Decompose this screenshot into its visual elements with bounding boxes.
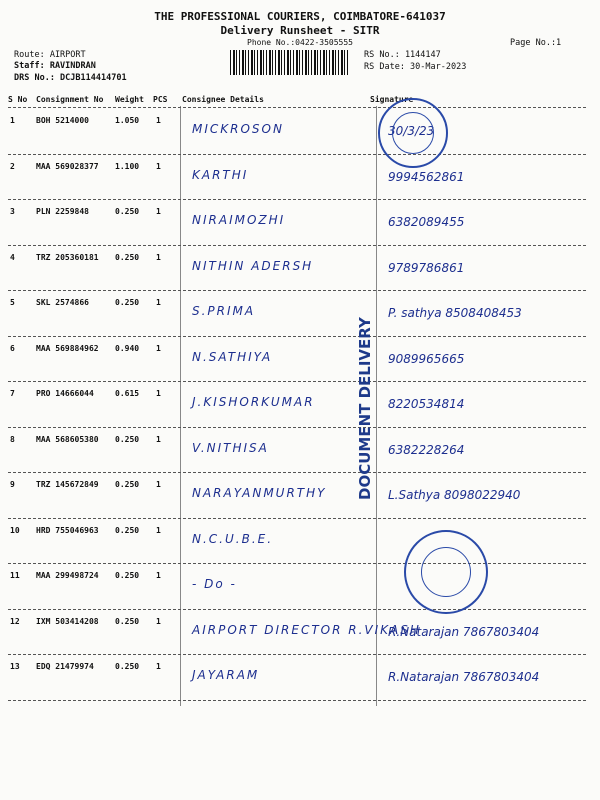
runsheet-title: Delivery Runsheet - SITR [220,24,380,37]
table-row [0,613,600,657]
consignee-name: J.KISHORKUMAR [192,395,315,409]
company-seal [378,98,448,168]
drs-number: DRS No.: DCJB114414701 [14,73,127,83]
consignment-number: SKL 2574866 [36,298,89,307]
row-divider [8,472,586,473]
row-divider [8,290,586,291]
consignment-number: HRD 755046963 [36,525,99,535]
pcs-count: 1 [156,662,161,671]
row-divider [8,654,586,655]
signature: 30/3/23 [388,124,435,138]
seal-ring [421,547,471,597]
phone-number: Phone No.:0422-3505555 [247,38,353,47]
page-number: Page No.:1 [510,38,562,48]
barcode [230,50,350,75]
consignee-name: NITHIN ADERSH [192,258,314,273]
pcs-count: 1 [156,252,161,262]
serial-number: 6 [10,343,15,353]
consignee-name: AIRPORT DIRECTOR R.VIKASH [192,622,421,637]
col-pcs: PCS [153,95,168,104]
weight-value: 0.250 [115,480,140,489]
signature: 6382228264 [388,442,465,457]
consignee-name: JAYARAM [192,668,260,682]
serial-number: 7 [10,389,15,398]
signature: L.Sathya 8098022940 [388,488,521,502]
col-signature: Signature [370,95,414,104]
table-row [0,567,600,611]
signature: P. sathya 8508408453 [388,306,522,320]
table-row [0,476,600,520]
row-divider [8,427,586,428]
consignment-number: MAA 568605380 [36,434,99,444]
signature: R.Natarajan 7867803404 [388,624,540,639]
consignment-number: BOH 5214000 [36,116,89,125]
consignment-number: PLN 2259848 [36,207,89,216]
consignee-name: N.SATHIYA [192,349,273,364]
table-row [0,249,600,293]
signature: 8220534814 [388,397,465,411]
pcs-count: 1 [156,116,161,125]
consignee-name: - Do - [192,577,237,591]
table-row [0,294,600,338]
signature: 9994562861 [388,169,465,184]
consignee-name: S.PRIMA [192,304,256,318]
row-divider [8,154,586,155]
pcs-count: 1 [156,207,161,216]
row-divider [8,563,586,564]
col-weight: Weight [115,95,144,104]
serial-number: 2 [10,161,15,171]
weight-value: 1.050 [115,116,140,125]
rs-number: RS No.: 1144147 [364,50,441,60]
weight-value: 0.250 [115,525,140,535]
row-divider [8,609,586,610]
serial-number: 1 [10,116,15,125]
signature: R.Natarajan 7867803404 [388,670,540,684]
serial-number: 3 [10,207,15,216]
row-divider [8,381,586,382]
weight-value: 0.250 [115,616,140,626]
weight-value: 0.250 [115,571,140,580]
consignee-name: KARTHI [192,167,249,182]
weight-value: 0.250 [115,252,140,262]
consignment-number: MAA 299498724 [36,571,99,580]
staff-label: Staff: RAVINDRAN [14,61,96,71]
row-divider [8,336,586,337]
row-divider [8,700,586,701]
table-row [0,203,600,247]
serial-number: 8 [10,434,15,444]
signature: 9089965665 [388,351,465,366]
logistics-seal [404,530,488,614]
header-divider [8,107,586,108]
consignment-number: PRO 14666044 [36,389,94,398]
table-row [0,658,600,702]
col-consignment: Consignment No [36,95,104,104]
pcs-count: 1 [156,161,161,171]
consignment-number: MAA 569884962 [36,343,99,353]
consignment-number: EDQ 21479974 [36,662,94,671]
stamp-text: DOCUMENT DELIVERY [356,317,374,500]
weight-value: 0.250 [115,298,140,307]
consignee-name: N.C.U.B.E. [192,531,274,546]
consignment-number: TRZ 145672849 [36,480,99,489]
table-row [0,431,600,475]
weight-value: 0.250 [115,207,140,216]
serial-number: 13 [10,662,20,671]
row-divider [8,199,586,200]
weight-value: 0.250 [115,434,140,444]
col-consignee: Consignee Details [182,95,264,104]
table-row [0,112,600,156]
col-sno: S No [8,95,28,104]
signature: 6382089455 [388,215,465,229]
weight-value: 0.615 [115,389,140,398]
company-title: THE PROFESSIONAL COURIERS, COIMBATORE-641037 [154,10,446,23]
consignee-name: NARAYANMURTHY [192,486,327,500]
consignee-name: V.NITHISA [192,440,269,455]
table-row [0,522,600,566]
seal-ring [392,112,434,154]
consignment-number: TRZ 205360181 [36,252,99,262]
pcs-count: 1 [156,616,161,626]
table-row [0,158,600,202]
route-label: Route: AIRPORT [14,50,86,60]
pcs-count: 1 [156,298,161,307]
consignee-name: NIRAIMOZHI [192,213,286,227]
consignment-number: MAA 569028377 [36,161,99,171]
serial-number: 12 [10,616,20,626]
serial-number: 11 [10,571,20,580]
pcs-count: 1 [156,525,161,535]
weight-value: 0.250 [115,662,140,671]
table-row [0,340,600,384]
pcs-count: 1 [156,389,161,398]
serial-number: 10 [10,525,20,535]
consignment-number: IXM 503414208 [36,616,99,626]
consignee-name: MICKROSON [192,122,284,136]
row-divider [8,518,586,519]
pcs-count: 1 [156,434,161,444]
table-row [0,385,600,429]
weight-value: 1.100 [115,161,140,171]
pcs-count: 1 [156,571,161,580]
signature: 9789786861 [388,260,465,275]
serial-number: 5 [10,298,15,307]
rs-date: RS Date: 30-Mar-2023 [364,62,467,72]
pcs-count: 1 [156,480,161,489]
weight-value: 0.940 [115,343,140,353]
pcs-count: 1 [156,343,161,353]
serial-number: 9 [10,480,15,489]
row-divider [8,245,586,246]
serial-number: 4 [10,252,15,262]
